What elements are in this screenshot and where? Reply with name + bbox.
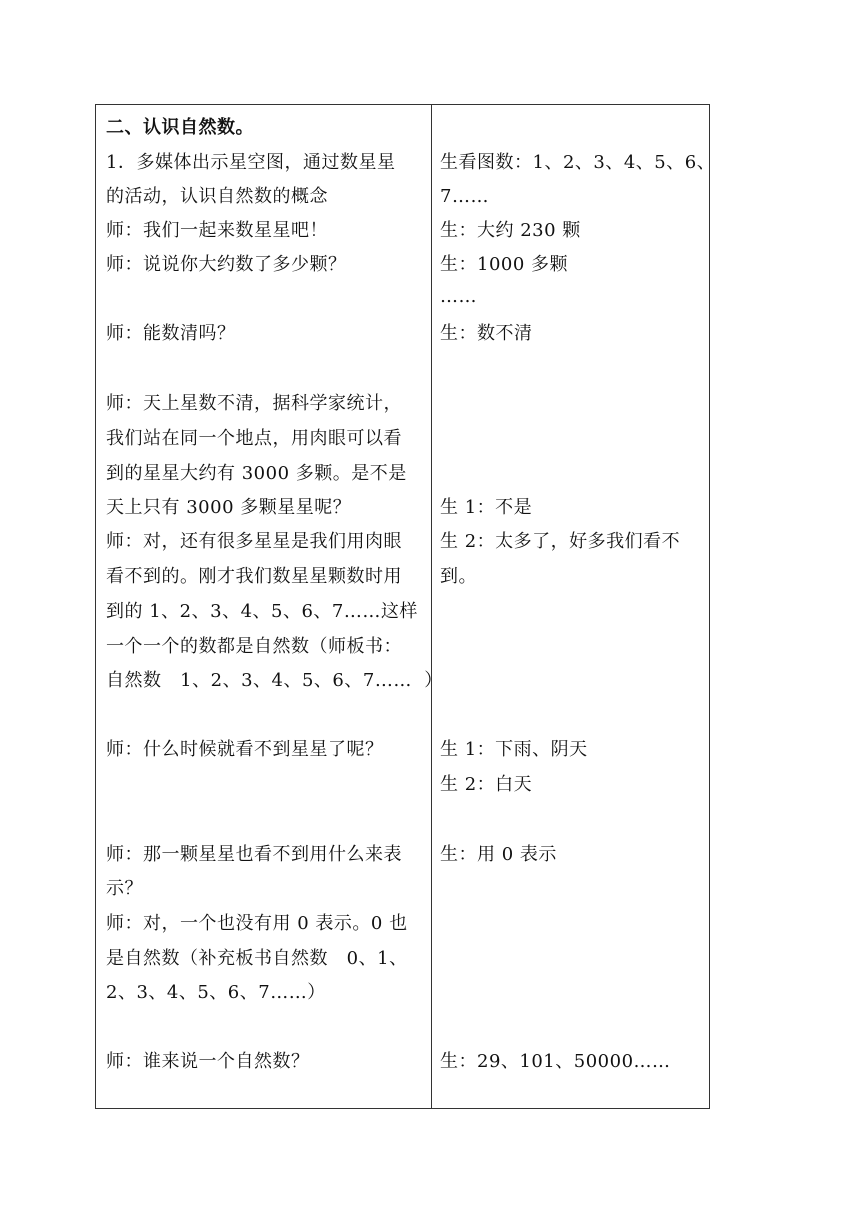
student-line: 生：1000 多颗 — [440, 254, 569, 275]
section-heading: 二、认识自然数。 — [106, 117, 254, 138]
student-line: 生 2：白天 — [440, 774, 533, 795]
teacher-line: 看不到的。刚才我们数星星颗数时用 — [106, 566, 402, 587]
lesson-table — [95, 104, 716, 1109]
student-line: …… — [440, 286, 477, 307]
student-line: 生：大约 230 颗 — [440, 220, 581, 241]
teacher-line: 的活动，认识自然数的概念 — [106, 186, 328, 207]
student-line: 生 2：太多了，好多我们看不 — [440, 531, 681, 552]
teacher-line: 自然数 1、2、3、4、5、6、7…… ） — [106, 670, 443, 691]
teacher-line: 天上只有 3000 多颗星星呢？ — [106, 497, 352, 518]
teacher-line: 我们站在同一个地点，用肉眼可以看 — [106, 428, 402, 449]
teacher-line: 到的星星大约有 3000 多颗。是不是 — [106, 463, 407, 484]
teacher-line: 师：什么时候就看不到星星了呢？ — [106, 739, 384, 760]
teacher-line: 是自然数（补充板书自然数 0、1、 — [106, 948, 408, 969]
teacher-line: 师：能数清吗？ — [106, 323, 236, 344]
teacher-line: 2、3、4、5、6、7……） — [106, 982, 326, 1003]
student-line: 7…… — [440, 186, 489, 207]
teacher-line: 师：天上星数不清，据科学家统计， — [106, 393, 402, 414]
teacher-line: 师：对，一个也没有用 0 表示。0 也 — [106, 913, 408, 934]
student-line: 生：数不清 — [440, 323, 533, 344]
student-line: 生：用 0 表示 — [440, 844, 557, 865]
teacher-line: 师：谁来说一个自然数？ — [106, 1051, 310, 1072]
teacher-line: 师：对，还有很多星星是我们用肉眼 — [106, 531, 402, 552]
teacher-line: 师：说说你大约数了多少颗？ — [106, 254, 347, 275]
student-line: 生：29、101、50000…… — [440, 1051, 671, 1072]
column-divider — [431, 105, 432, 1108]
student-line: 到。 — [440, 566, 477, 587]
teacher-line: 师：那一颗星星也看不到用什么来表 — [106, 844, 402, 865]
teacher-line: 1．多媒体出示星空图，通过数星星 — [106, 152, 396, 173]
teacher-line: 师：我们一起来数星星吧！ — [106, 220, 328, 241]
student-line: 生看图数：1、2、3、4、5、6、 — [440, 152, 716, 173]
teacher-line: 到的 1、2、3、4、5、6、7……这样 — [106, 601, 418, 622]
teacher-line: 一个一个的数都是自然数（师板书： — [106, 636, 402, 657]
student-line: 生 1：下雨、阴天 — [440, 739, 588, 760]
student-line: 生 1：不是 — [440, 497, 533, 518]
teacher-line: 示？ — [106, 878, 143, 899]
